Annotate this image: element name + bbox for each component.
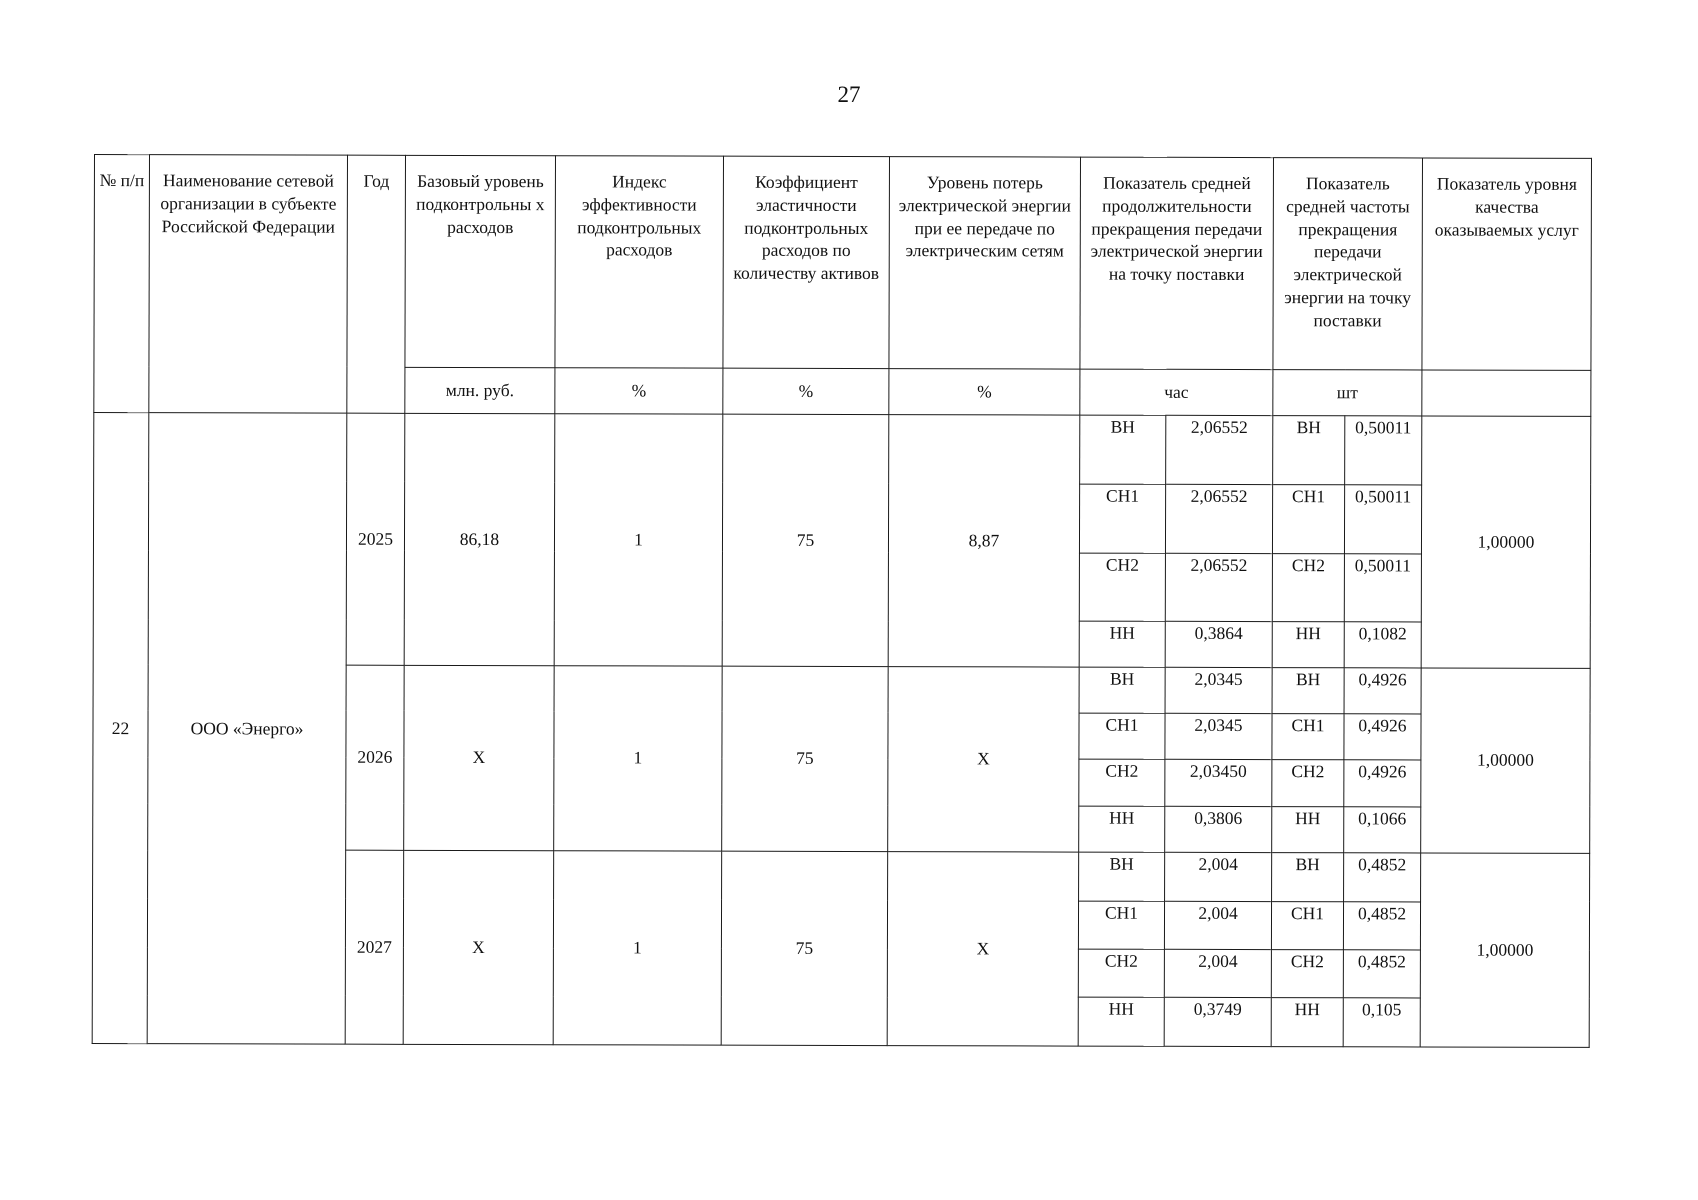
frequency-value: 0,4852 [1343, 950, 1420, 999]
voltage-level: НН [1078, 998, 1164, 1047]
voltage-level: СН1 [1272, 714, 1344, 761]
regulation-table [92, 154, 1592, 1048]
duration-value: 2,0345 [1165, 713, 1272, 760]
losses-cell: Х [887, 852, 1079, 1046]
header-year: Год [347, 155, 406, 413]
frequency-value: 0,1082 [1344, 622, 1421, 668]
duration-value: 2,06552 [1166, 416, 1273, 485]
frequency-value: 0,4926 [1344, 714, 1421, 761]
duration-value: 2,03450 [1165, 760, 1272, 807]
header-saifi: Показатель средней частоты прекращения передачи электрической энергии на точку поставки [1273, 158, 1423, 370]
quality-cell: 1,00000 [1421, 668, 1590, 854]
quality-cell: 1,00000 [1420, 853, 1590, 1047]
unit-losses: % [889, 368, 1080, 415]
unit-saifi: шт [1273, 369, 1422, 416]
header-eff-index: Индекс эффективности подконтрольных расходов [555, 156, 724, 368]
frequency-value: 0,4926 [1344, 667, 1421, 714]
header-row [94, 155, 1592, 371]
losses-cell: Х [888, 666, 1079, 852]
duration-value: 0,3864 [1165, 621, 1272, 667]
voltage-level: СН2 [1272, 553, 1344, 622]
header-quality: Показатель уровня качества оказываемых услуг [1422, 158, 1592, 370]
voltage-level: НН [1272, 806, 1344, 853]
elasticity-cell: 75 [722, 666, 888, 852]
org-name: ООО «Энерго» [147, 413, 347, 1044]
row-num: 22 [92, 413, 149, 1044]
voltage-level: СН1 [1079, 713, 1165, 760]
page-number: 27 [837, 82, 861, 107]
voltage-level: СН2 [1079, 759, 1165, 806]
frequency-value: 0,1066 [1344, 807, 1421, 854]
elasticity-cell: 75 [721, 851, 888, 1045]
frequency-value: 0,4926 [1344, 760, 1421, 807]
unit-eff-index: % [555, 368, 723, 415]
year-cell: 2025 [346, 413, 405, 664]
voltage-level: ВН [1272, 667, 1344, 714]
header-org: Наименование сетевой организации в субъекте Российской Федерации [149, 155, 348, 414]
voltage-level: НН [1079, 621, 1165, 667]
frequency-value: 0,50011 [1345, 416, 1422, 485]
unit-elasticity: % [723, 368, 889, 415]
header-losses: Уровень потерь электрической энергии при ее передаче по электрическим сетям [889, 157, 1081, 369]
header-saidi: Показатель средней продолжительности прекращения передачи электрической энергии на точку поставки [1080, 157, 1274, 369]
voltage-level: ВН [1079, 852, 1165, 901]
voltage-level: СН1 [1271, 901, 1343, 950]
frequency-value: 0,4852 [1343, 901, 1420, 950]
header-base-cost: Базовый уровень подконтрольны х расходов [405, 155, 556, 367]
elasticity-cell: 75 [722, 414, 889, 666]
unit-saidi: час [1080, 369, 1273, 416]
voltage-level: ВН [1273, 416, 1345, 485]
voltage-level: ВН [1079, 667, 1165, 714]
table-row [94, 413, 1591, 486]
voltage-level: НН [1079, 806, 1165, 853]
duration-value: 2,06552 [1165, 484, 1272, 553]
year-cell: 2026 [346, 665, 404, 851]
voltage-level: НН [1271, 998, 1343, 1047]
voltage-level: СН1 [1079, 484, 1165, 553]
duration-value: 2,004 [1164, 949, 1271, 998]
voltage-level: СН2 [1272, 760, 1344, 807]
year-cell: 2027 [345, 850, 404, 1044]
losses-cell: 8,87 [888, 415, 1080, 667]
duration-value: 2,004 [1164, 901, 1271, 950]
eff-index-cell: 1 [554, 665, 722, 851]
header-elasticity: Коэффициент эластичности подконтрольных расходов по количеству активов [723, 156, 890, 368]
unit-base-cost: млн. руб. [405, 367, 555, 414]
duration-value: 2,0345 [1165, 667, 1272, 714]
voltage-level: ВН [1272, 853, 1344, 902]
duration-value: 0,3749 [1164, 998, 1271, 1047]
eff-index-cell: 1 [554, 414, 723, 666]
voltage-level: СН2 [1271, 950, 1343, 999]
voltage-level: СН2 [1078, 949, 1164, 998]
eff-index-cell: 1 [553, 851, 722, 1045]
base-cost-cell: Х [403, 850, 554, 1044]
frequency-value: 0,50011 [1344, 485, 1421, 554]
duration-value: 2,004 [1165, 852, 1272, 901]
unit-quality [1422, 370, 1591, 417]
duration-value: 0,3806 [1165, 806, 1272, 853]
voltage-level: НН [1272, 622, 1344, 668]
base-cost-cell: Х [404, 665, 554, 851]
voltage-level: СН2 [1079, 553, 1165, 622]
header-num: № п/п [94, 155, 150, 413]
base-cost-cell: 86,18 [404, 414, 555, 666]
voltage-level: ВН [1080, 415, 1166, 484]
frequency-value: 0,50011 [1344, 553, 1421, 622]
duration-value: 2,06552 [1165, 553, 1272, 622]
quality-cell: 1,00000 [1421, 416, 1591, 668]
voltage-level: СН1 [1272, 485, 1344, 554]
frequency-value: 0,4852 [1344, 853, 1421, 902]
voltage-level: СН1 [1078, 901, 1164, 950]
frequency-value: 0,105 [1343, 998, 1420, 1047]
